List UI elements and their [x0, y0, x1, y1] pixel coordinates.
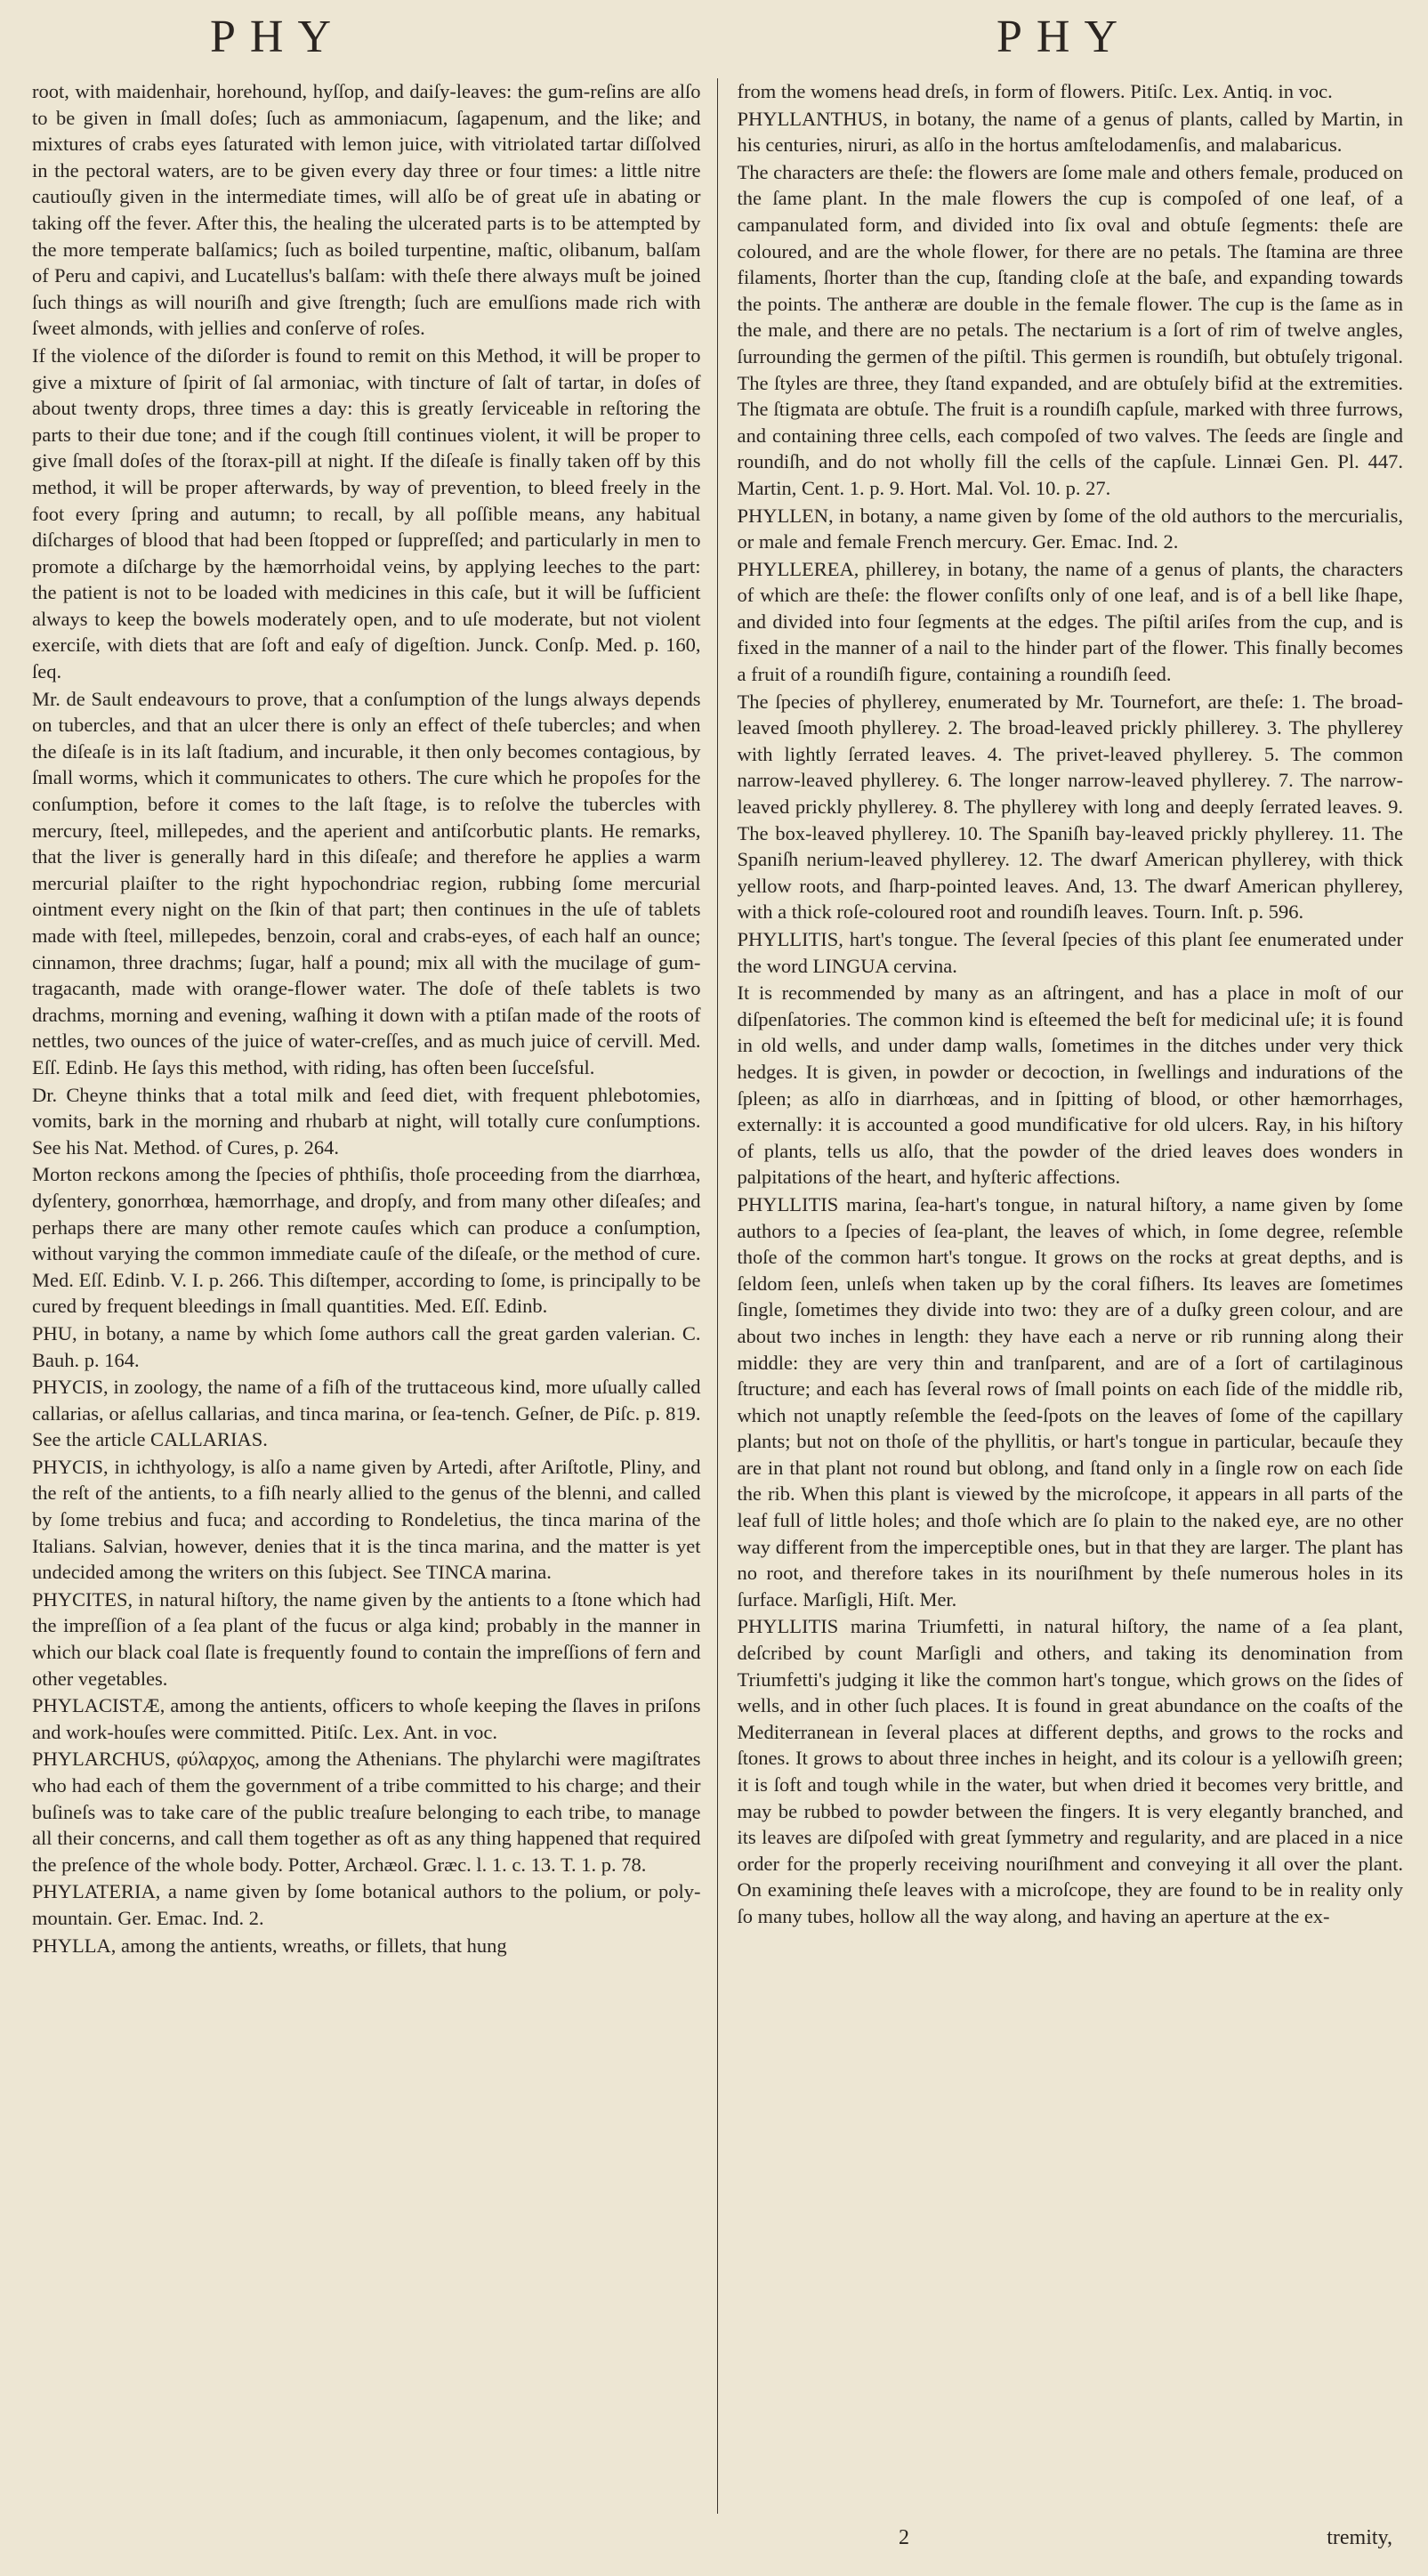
- paragraph: It is recommended by many as an aſtringent, and has a place in moſt of our diſpenſatories. The common kind is eſteemed the beſt for medicinal uſe; it is found in old wells, and under damp walls, ſometimes in the ditches under very thick hedges. It is given, in powder or decoction, in ſwellings and indurations of the ſpleen; as alſo in diarrhœas, and in ſpitting of blood, or other hæmorrhages, externally: it is accounted a good mundificative for old ulcers. Ray, in his hiſtory of plants, tells us alſo, that the powder of the dried leaves does wonders in palpitations of the heart, and hyſteric affections.: [737, 981, 1403, 1189]
- signature-mark: 2: [899, 2526, 909, 2549]
- entry-phycites: PHYCITES, in natural hiſtory, the name given by the antients to a ſtone which had the impreſſion of a ſea plant of the fucus or alga kind; probably in the manner in which our black coal ſlate is frequently found to contain the impreſſions of fern and other vegetables.: [32, 1587, 701, 1690]
- entry-phyllen: PHYLLEN, in botany, a name given by ſome of the old authors to the mercurialis, or male and female French mercury. Ger. Emac. Ind. 2.: [737, 504, 1403, 553]
- left-running-head: PHY: [210, 12, 346, 62]
- entry-phylla: PHYLLA, among the antients, wreaths, or fillets, that hung: [32, 1934, 507, 1957]
- paragraph: root, with maidenhair, horehound, hyſſop, and daiſy-leaves: the gum-reſins are alſo to be given in ſmall doſes; ſuch as ammoniacum, ſagapenum, and the like; and mixtures of crabs eyes ſaturated with lemon juice, with vitriolated tartar diſſolved in the pectoral waters, are to be given every day three or four times: a little nitre cautiouſly given in the intermediate times, will alſo be of great uſe in abating or taking off the fever. After this, the healing the ulcerated parts is to be attempted by the more temperate balſamics; ſuch as boiled turpentine, maſtic, olibanum, balſam of Peru and capivi, and Lucatellus's balſam: with theſe there always muſt be joined ſuch things as will nouriſh and give ſtrength; ſuch are emulſions made rich with ſweet almonds, with jellies and conſerve of roſes.: [32, 80, 701, 340]
- right-column: [718, 78, 1404, 2514]
- paragraph: from the womens head dreſs, in form of flowers. Pitiſc. Lex. Antiq. in voc.: [737, 80, 1333, 102]
- paragraph: Mr. de Sault endeavours to prove, that a conſumption of the lungs always depends on tubercles, and that an ulcer there is only an effect of theſe tubercles; and when the diſeaſe is in its laſt ſtadium, and incurable, it then only becomes contagious, by ſmall worms, which it communicates to others. The cure which he propoſes for the conſumption, before it comes to the laſt ſtage, is to reſolve the tubercles with mercury, ſteel, millepedes, and the aperient and antiſcorbutic plants. He remarks, that the liver is generally hard in this diſeaſe; and therefore he applies a warm mercurial plaiſter to the right hypochondriac region, rubbing ſome mercurial ointment every night on the ſkin of that part; then continues in the uſe of tablets made with ſteel, millepedes, benzoin, coral and crabs-eyes, of each half an ounce; cinnamon, three drachms; ſugar, half a pound; mix all with the mucilage of gum-tragacanth, made with orange-flower water. The doſe of theſe tablets is two drachms, morning and evening, waſhing it down with a ptiſan made of the roots of nettles, two ounces of the juice of water-creſſes, and as much juice of cervill. Med. Eſſ. Edinb. He ſays this method, with riding, has often been ſucceſsful.: [32, 687, 701, 1078]
- paragraph: The characters are theſe: the flowers are ſome male and others female, produced on the ſame plant. In the male flowers the cup is compoſed of one leaf, of a campanulated form, and divided into ſix oval and obtuſe ſegments: theſe are coloured, and are the whole flower, for there are no petals. The ſtamina are three filaments, ſhorter than the cup, ſtanding cloſe at the baſe, and expanding towards the points. The antheræ are double in the female flower. The cup is the ſame as in the male, and there are no petals. The nectarium is a ſort of rim of twelve angles, ſurrounding the germen of the piſtil. This germen is roundiſh, but obtuſely trigonal. The ſtyles are three, they ſtand expanded, and are obtuſely bifid at the extremities. The ſtigmata are obtuſe. The fruit is a roundiſh capſule, marked with three furrows, and containing three cells, each compoſed of two valves. The ſeeds are ſingle and roundiſh, and do not wholly fill the cells of the capſule. Linnæi Gen. Pl. 447. Martin, Cent. 1. p. 9. Hort. Mal. Vol. 10. p. 27.: [737, 160, 1403, 499]
- paragraph: If the violence of the diſorder is found to remit on this Method, it will be proper to give a mixture of ſpirit of ſal armoniac, with tincture of ſalt of tartar, in doſes of about twenty drops, three times a day: this is greatly ſerviceable in reſtoring the parts to their due tone; and if the cough ſtill continues violent, it will be proper to give ſmall doſes of the ſtorax-pill at night. If the diſeaſe is finally taken off by this method, it will be proper afterwards, by way of prevention, to bleed freely in the foot every ſpring and autumn; to recall, by all poſſible means, any habitual diſcharges of blood that had been ſtopped or ſuppreſſed; and particularly in men to promote a diſcharge by the hæmorrhoidal veins, by applying leeches to the part: the patient is not to be loaded with medicines in this caſe, but it will be ſufficient always to keep the bowels moderately open, and to uſe moderate, but not violent exerciſe, with diets that are ſoft and eaſy of digeſtion. Junck. Conſp. Med. p. 160, ſeq.: [32, 343, 701, 683]
- entry-phylacistae: PHYLACISTÆ, among the antients, officers to whoſe keeping the ſlaves in priſons and work-houſes were committed. Pitiſc. Lex. Ant. in voc.: [32, 1694, 701, 1743]
- entry-phylateria: PHYLATERIA, a name given by ſome botanical authors to the polium, or poly-mountain. Ger. Emac. Ind. 2.: [32, 1880, 701, 1929]
- right-running-head: PHY: [996, 12, 1133, 62]
- entry-phyllitis: PHYLLITIS, hart's tongue. The ſeveral ſpecies of this plant ſee enumerated under the word LINGUA cervina.: [737, 928, 1403, 977]
- left-column: [32, 78, 718, 2514]
- entry-phyllerea: PHYLLEREA, phillerey, in botany, the name of a genus of plants, the characters of which are theſe: the flower conſiſts only of one leaf, and is of a bell like ſhape, and divided into four ſegments at the edges. The piſtil ariſes from the cup, and is fixed in the manner of a nail to the hinder part of the flower. This finally becomes a fruit of a roundiſh figure, containing a roundiſh ſeed.: [737, 557, 1403, 686]
- page-footer: [0, 2526, 1428, 2558]
- entry-phylarchus: PHYLARCHUS, φύλαρχος, among the Athenians. The phylarchi were magiſtrates who had each of them the government of a tribe committed to his charge; and their buſineſs was to take care of the public treaſure belonging to each tribe, to manage all their concerns, and call them together as oft as any thing happened that required the preſence of the whole body. Potter, Archæol. Græc. l. 1. c. 13. T. 1. p. 78.: [32, 1748, 701, 1876]
- entry-phycis-zoology: PHYCIS, in zoology, the name of a fiſh of the truttaceous kind, more uſually called callarias, or aſellus callarias, and tinca marina, or ſea-tench. Geſner, de Piſc. p. 819. See the article CALLARIAS.: [32, 1376, 701, 1451]
- running-heads: [0, 11, 1428, 64]
- paragraph: The ſpecies of phyllerey, enumerated by Mr. Tournefort, are theſe: 1. The broad-leaved ſmooth phyllerey. 2. The broad-leaved prickly phillerey. 3. The phyllerey with lightly ſerrated leaves. 4. The privet-leaved phyllerey. 5. The common narrow-leaved phyllerey. 6. The longer narrow-leaved phyllerey. 7. The narrow-leaved prickly phyllerey. 8. The phyllerey with long and deeply ſerrated leaves. 9. The box-leaved phyllerey. 10. The Spaniſh bay-leaved prickly phyllerey. 11. The Spaniſh nerium-leaved phyllerey. 12. The dwarf American phyllerey, with thick yellow roots, and ſharp-pointed leaves. And, 13. The dwarf American phyllerey, with a thick roſe-coloured root and roundiſh leaves. Tourn. Inſt. p. 596.: [737, 690, 1403, 924]
- paragraph: Morton reckons among the ſpecies of phthiſis, thoſe proceeding from the diarrhœa, dyſentery, gonorrhœa, hæmorrhage, and dropſy, and from many other diſeaſes; and perhaps there are many other remote cauſes which can produce a conſumption, without varying the common immediate cauſe of the diſeaſe, or the method of cure. Med. Eſſ. Edinb. V. I. p. 266. This diſtemper, according to ſome, is principally to be cured by frequent bleedings in ſmall quantities. Med. Eſſ. Edinb.: [32, 1163, 701, 1318]
- text-columns: [32, 78, 1403, 2514]
- catchword: tremity,: [1327, 2526, 1392, 2549]
- entry-phycis-ichthyology: PHYCIS, in ichthyology, is alſo a name given by Artedi, after Ariſtotle, Pliny, and the reſt of the antients, to a fiſh nearly allied to the genus of the blenni, and called by ſome trebius and fuca; and according to Rondeletius, the tinca marina of the Italians. Salvian, however, denies that it is the tinca marina, and the matter is yet undecided among the writers on this ſubject. See TINCA marina.: [32, 1455, 701, 1584]
- entry-phyllitis-marina-triumfetti: PHYLLITIS marina Triumfetti, in natural hiſtory, the name of a ſea plant, deſcribed by count Marſigli and others, and taking its denomination from Triumfetti's judging it like the common hart's tongue, which grows on the ſides of wells, and in other ſuch places. It is found in great abundance on the coaſts of the Mediterranean in ſeveral places at different depths, and grows to the rocks and ſtones. It grows to about three inches in height, and its colour is a yellowiſh green; it is ſoft and tough while in the water, but when dried it becomes very brittle, and may be rubbed to powder between the fingers. It is very elegantly branched, and its leaves are diſpoſed with great ſymmetry and regularity, and are placed in a nice order for the properly receiving nouriſhment and conveying it all over the plant. On examining theſe leaves with a microſcope, they are found to be in reality only ſo many tubes, hollow all the way along, and having an aperture at the ex-: [737, 1615, 1403, 1927]
- entry-phu: PHU, in botany, a name by which ſome authors call the great garden valerian. C. Bauh. p. 164.: [32, 1321, 701, 1371]
- paragraph: Dr. Cheyne thinks that a total milk and ſeed diet, with frequent phlebotomies, vomits, bark in the morning and rhubarb at night, will totally cure conſumptions. See his Nat. Method. of Cures, p. 264.: [32, 1083, 701, 1159]
- entry-phyllanthus: PHYLLANTHUS, in botany, the name of a genus of plants, called by Martin, in his centuries, niruri, as alſo in the hortus amſtelodamenſis, and malabaricus.: [737, 107, 1403, 157]
- entry-phyllitis-marina: PHYLLITIS marina, ſea-hart's tongue, in natural hiſtory, a name given by ſome authors to a ſpecies of ſea-plant, the leaves of which, in ſome degree, reſemble thoſe of the common hart's tongue. It grows on the rocks at great depths, and is ſeldom ſeen, unleſs when taken up by the coral fiſhers. Its leaves are ſometimes ſingle, ſometimes they divide into two: they are of a duſky green colour, and are about two inches in length: they have each a nerve or rib running along their middle: they are very thin and tranſparent, and are of a ſort of cartilaginous ſtructure; and each has ſeveral rows of ſmall points on each ſide of the middle rib, which not unaptly reſemble the ſeed-ſpots on the leaves of ſome of the capillary plants; but not on thoſe of the phyllitis, or hart's tongue in particular, becauſe they are in that plant not round but oblong, and ſtand only in a ſingle row on each ſide the rib. When this plant is viewed by the microſcope, it appears in all parts of the leaf full of little holes; and thoſe which are ſo plain to the naked eye, are no other way different from the imperceptible ones, but in that they are larger. The plant has no root, and therefore takes in its nouriſhment by theſe numerous holes in its ſurface. Marſigli, Hiſt. Mer.: [737, 1192, 1403, 1611]
